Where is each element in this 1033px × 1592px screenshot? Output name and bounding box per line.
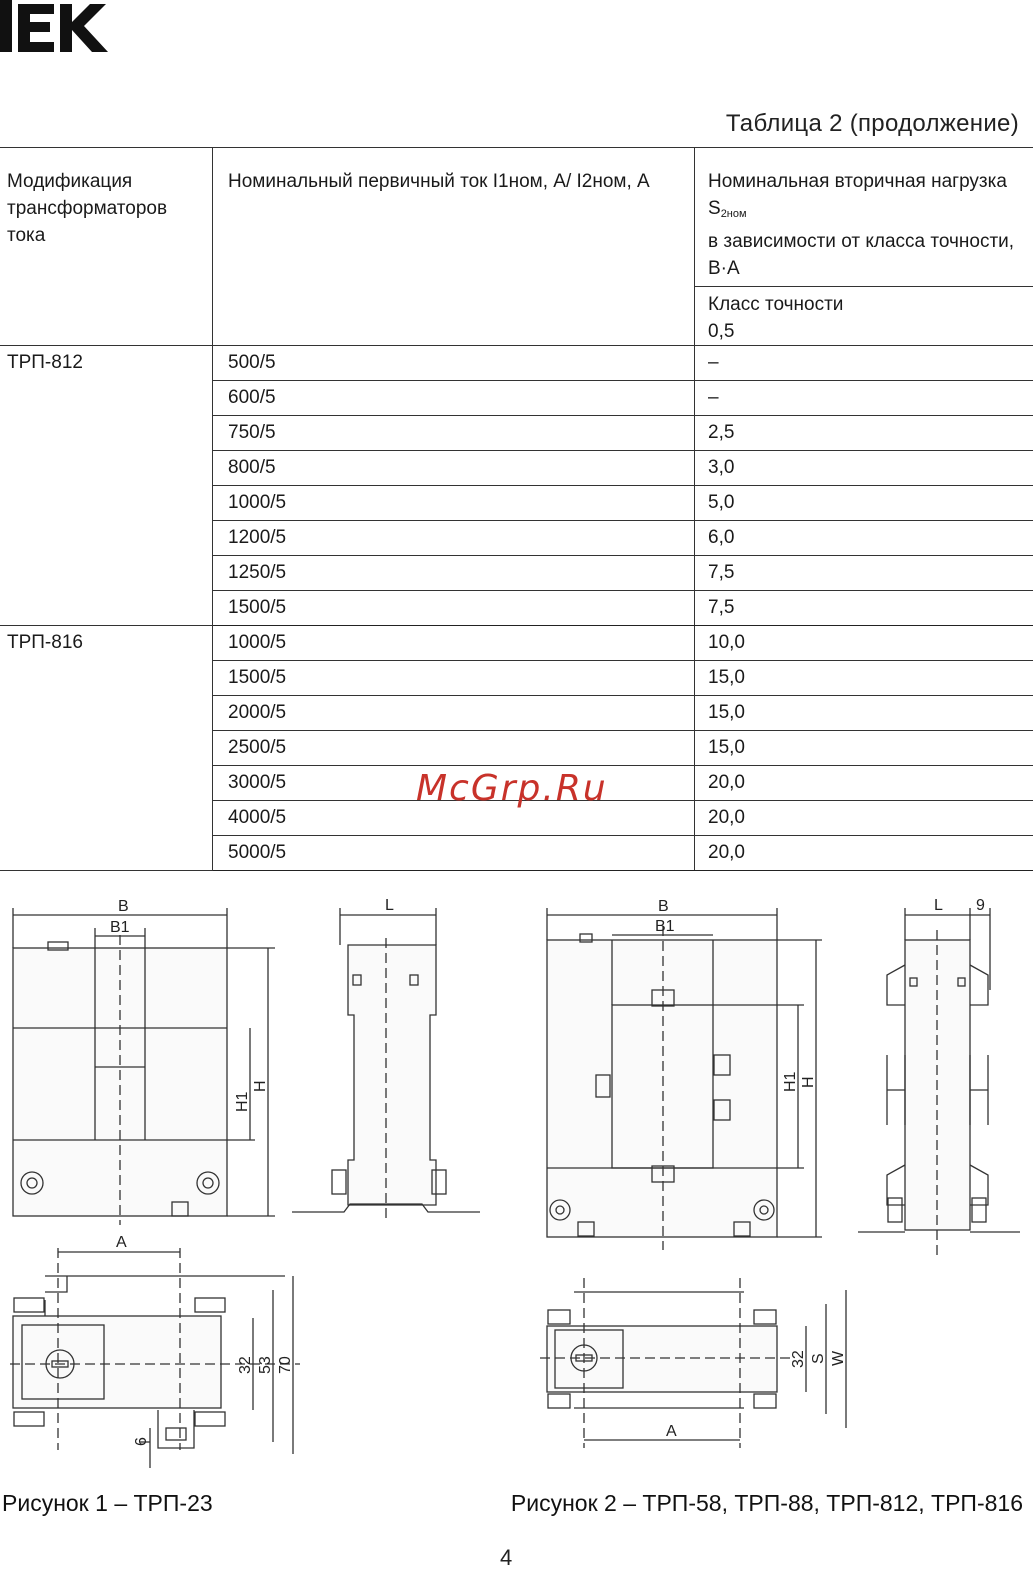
fig1-dim-53: 53: [257, 1356, 274, 1374]
fig2-dim-9: 9: [976, 897, 985, 914]
fig2-dim-A: A: [666, 1423, 677, 1440]
model-cell: ТРП-812: [0, 346, 213, 626]
fig2-dim-B: B: [658, 898, 669, 915]
table-row: 2000/5 15,0: [0, 696, 1033, 731]
figure1-caption: Рисунок 1 – ТРП-23: [2, 1490, 213, 1516]
technical-drawings: [0, 880, 1033, 1520]
iek-logo: [0, 0, 114, 54]
table-row: 1250/5 7,5: [0, 556, 1033, 591]
fig1-side-view: [292, 908, 480, 1220]
table-row: 600/5 –: [0, 381, 1033, 416]
spec-table: [0, 147, 1033, 871]
table-row: ТРП-812 500/5 –: [0, 346, 1033, 381]
fig2-dim-B1: B1: [655, 918, 675, 935]
table-row: 1500/5 7,5: [0, 591, 1033, 626]
fig1-dim-70: 70: [277, 1356, 294, 1374]
watermark: McGrp.Ru: [416, 768, 608, 809]
fig1-front-view: [13, 908, 275, 1225]
header-model: Модификация трансформаторов тока: [0, 148, 213, 346]
fig2-front-view: [547, 908, 822, 1250]
table-row: 1000/5 5,0: [0, 486, 1033, 521]
fig1-dim-H1: H1: [234, 1091, 251, 1112]
table-row: 5000/5 20,0: [0, 836, 1033, 871]
class-value: 0,5: [708, 321, 735, 342]
fig2-dim-L: L: [934, 897, 943, 914]
fig2-side-view: [858, 908, 1020, 1258]
table-row: 750/5 2,5: [0, 416, 1033, 451]
fig2-dim-H: H: [800, 1076, 817, 1088]
model-cell: ТРП-816: [0, 626, 213, 871]
fig2-dim-H1: H1: [782, 1071, 799, 1092]
fig1-dim-A: A: [116, 1234, 127, 1251]
fig2-dim-32: 32: [790, 1350, 807, 1368]
fig1-dim-L: L: [385, 897, 394, 914]
table-row: 800/5 3,0: [0, 451, 1033, 486]
fig1-dim-B: B: [118, 898, 129, 915]
header-current: Номинальный первичный ток I1ном, А/ I2ном, А: [213, 148, 695, 346]
header-load: Номинальная вторичная нагрузка $S_{2ном}$ в зависимости от класса точности, В·А Класс точности 0,5: [695, 148, 1033, 346]
fig1-dim-32: 32: [237, 1356, 254, 1374]
table-title: Таблица 2 (продолжение): [725, 110, 1019, 137]
table-row: ТРП-816 1000/5 10,0: [0, 626, 1033, 661]
class-label: Класс точности: [708, 294, 844, 315]
fig1-dim-6: 6: [133, 1437, 150, 1446]
table-row: 1500/5 15,0: [0, 661, 1033, 696]
fig1-dim-B1: B1: [110, 919, 130, 936]
table-row: 1200/5 6,0: [0, 521, 1033, 556]
table-row: 3000/5 20,0: [0, 766, 1033, 801]
fig1-dim-H: H: [252, 1080, 269, 1092]
page-number: 4: [500, 1545, 513, 1570]
fig2-dim-W: W: [830, 1350, 847, 1366]
figure2-caption: Рисунок 2 – ТРП-58, ТРП-88, ТРП-812, ТРП-816: [510, 1490, 1023, 1516]
table-row: 2500/5 15,0: [0, 731, 1033, 766]
table-row: 4000/5 20,0: [0, 801, 1033, 836]
fig2-dim-S: S: [810, 1353, 827, 1364]
